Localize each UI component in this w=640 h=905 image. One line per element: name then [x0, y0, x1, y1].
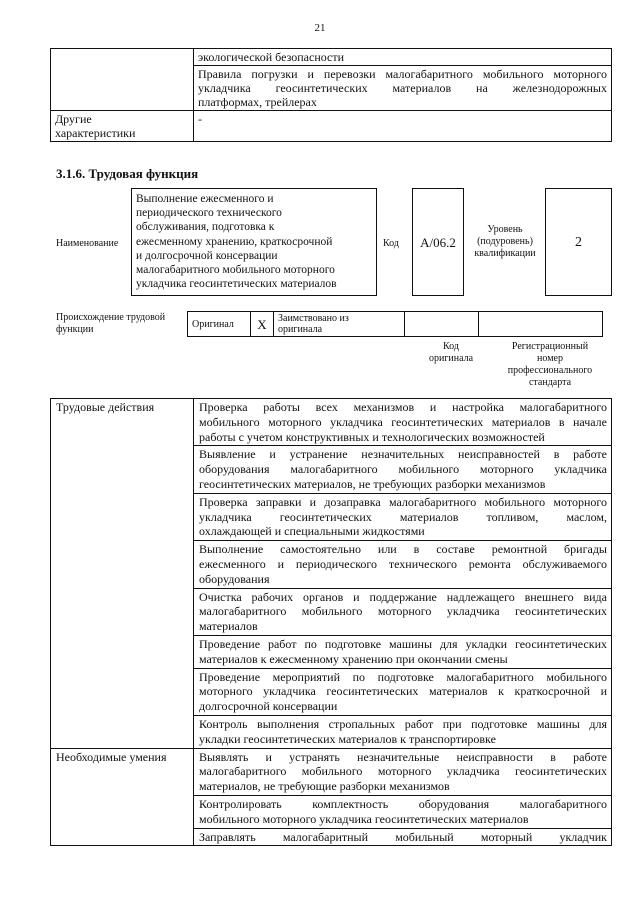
text-line: укладки геосинтетических материалов к транспортировке: [199, 731, 496, 746]
text-line: периодического технического: [136, 207, 282, 220]
text-line: материалов, не требующие разборки механизмов: [199, 779, 450, 794]
text-line: стандарта: [528, 377, 572, 388]
labor-function-table: [50, 398, 612, 846]
text-line: малогабаритного мобильного моторного укладчика геосинтетических: [199, 604, 607, 619]
text-line: ежесменному хранению, краткосрочной: [136, 235, 333, 248]
text-line: платформах, трейлерах: [198, 95, 317, 109]
text-line: оригинала: [278, 324, 323, 335]
text-line: Проведение работ по подготовке машины для укладки геосинтетических: [199, 636, 607, 651]
action-cell: [194, 668, 612, 715]
table-row: [188, 312, 603, 337]
text-line: Заимствовано из: [278, 313, 349, 324]
text-line: обслуживания, подготовка к: [136, 221, 275, 234]
registration-number-cell: [479, 312, 603, 337]
text-line: Выполнение самостоятельно или в составе ремонтной бригады: [199, 542, 607, 557]
registration-number-caption: [488, 341, 612, 389]
original-code-caption: [414, 341, 488, 365]
text-line: мобильного моторного укладчика геосинтетических материалов в начале: [199, 414, 607, 429]
text-line: (подуровень): [477, 236, 533, 247]
text-line: Выявление и устранение незначительных неисправностей в работе: [199, 447, 607, 462]
action-cell: [194, 635, 612, 668]
text-line: характеристики: [55, 126, 136, 140]
text-line: Выполнение ежесменного и: [136, 193, 274, 205]
text-line: Происхождение трудовой: [56, 312, 166, 323]
table-row: [51, 748, 612, 795]
text-line: Контроль выполнения стропальных работ при подготовке машины для: [199, 716, 607, 731]
name-label: Наименование: [56, 238, 119, 249]
text-line: ежесменного и периодического технического ремонта обслуживаемого: [199, 556, 607, 571]
text-line: функции: [56, 324, 94, 335]
origin-table: [187, 311, 603, 337]
page-number: 21: [314, 22, 326, 34]
original-label-cell: Оригинал: [188, 312, 251, 337]
borrowed-label-cell: [274, 312, 405, 337]
text-line: охлаждающей и специальными жидкостями: [199, 524, 425, 539]
original-mark-cell: X: [251, 312, 274, 337]
text-line: Очистка рабочих органов и поддержание надлежащего внешнего вида: [199, 589, 607, 604]
skill-cell: [194, 748, 612, 795]
code-value-box: A/06.2: [412, 188, 464, 296]
text-line: квалификации: [474, 248, 536, 259]
level-label: [468, 224, 542, 260]
text-line: работы с учетом конструктивных и технологических возможностей: [199, 429, 545, 444]
text-line: Код: [443, 341, 459, 352]
text-line: оборудования малогабаритного мобильного моторного укладчика: [199, 462, 607, 477]
text-line: Контролировать комплектность оборудования малогабаритного: [199, 796, 607, 811]
text-line: укладчика геосинтетических материалов: [136, 278, 337, 291]
text-line: материалов к ежесменному хранению при окончании смены: [199, 651, 508, 666]
text-line: материалов: [199, 619, 258, 634]
action-cell: [194, 541, 612, 588]
table-row: [51, 399, 612, 446]
text-line: оригинала: [428, 353, 474, 364]
empty-label-cell: [51, 49, 194, 111]
table-cell: [194, 66, 612, 111]
table-row: [51, 49, 612, 66]
skill-cell: [194, 828, 612, 846]
section-heading: 3.1.6. Трудовая функция: [56, 166, 199, 181]
text-line: оборудования: [199, 571, 270, 586]
text-line: Правила погрузки и перевозки малогабаритного мобильного моторного: [198, 67, 607, 81]
text-line: Другие: [55, 112, 92, 126]
text-line: долгосрочной консервации: [199, 699, 338, 714]
text-line: малогабаритного мобильного моторного укладчика геосинтетических: [199, 764, 607, 779]
text-line: и долгосрочной консервации: [136, 249, 278, 262]
skills-label: Необходимые умения: [51, 748, 194, 846]
table-cell: экологической безопасности: [194, 49, 612, 66]
skill-cell: [194, 795, 612, 828]
action-cell: [194, 493, 612, 540]
text-line: геосинтетических материалов, не требующих разборки механизмов: [199, 476, 546, 491]
action-cell: [194, 715, 612, 748]
text-line: профессионального: [507, 365, 593, 376]
text-line: Выявлять и устранять незначительные неисправности в работе: [199, 749, 607, 764]
row-label: [51, 111, 194, 142]
text-line: Проверка работы всех механизмов и настройка малогабаритного: [199, 400, 607, 414]
original-code-cell: [405, 312, 479, 337]
text-line: малогабаритного мобильного моторного: [136, 264, 335, 277]
table-cell: -: [194, 111, 612, 142]
function-name-box: [131, 188, 377, 296]
action-cell: [194, 588, 612, 635]
action-cell: [194, 446, 612, 493]
text-line: Заправлять малогабаритный мобильный моторный укладчик: [199, 829, 607, 844]
code-label: Код: [383, 238, 399, 249]
text-line: укладчика геосинтетических материалов на железнодорожных: [198, 81, 607, 95]
origin-label: [56, 312, 190, 336]
text-line: моторного укладчика геосинтетических материалов к краткосрочной и: [199, 684, 607, 699]
action-cell: [194, 399, 612, 446]
text-line: Уровень: [487, 224, 523, 235]
level-value-box: 2: [545, 188, 612, 296]
text-line: Проверка заправки и дозаправка малогабаритного мобильного моторного: [199, 494, 607, 509]
text-line: укладчика геосинтетических материалов топливом, маслом,: [199, 509, 607, 524]
table-row: [51, 111, 612, 142]
text-line: номер: [537, 353, 563, 364]
text-line: Проведение мероприятий по подготовке малогабаритного мобильного: [199, 669, 607, 684]
actions-label: Трудовые действия: [51, 399, 194, 749]
characteristics-table: [50, 48, 612, 142]
text-line: мобильного моторного укладчика геосинтетических материалов: [199, 811, 529, 826]
text-line: Регистрационный: [511, 341, 589, 352]
